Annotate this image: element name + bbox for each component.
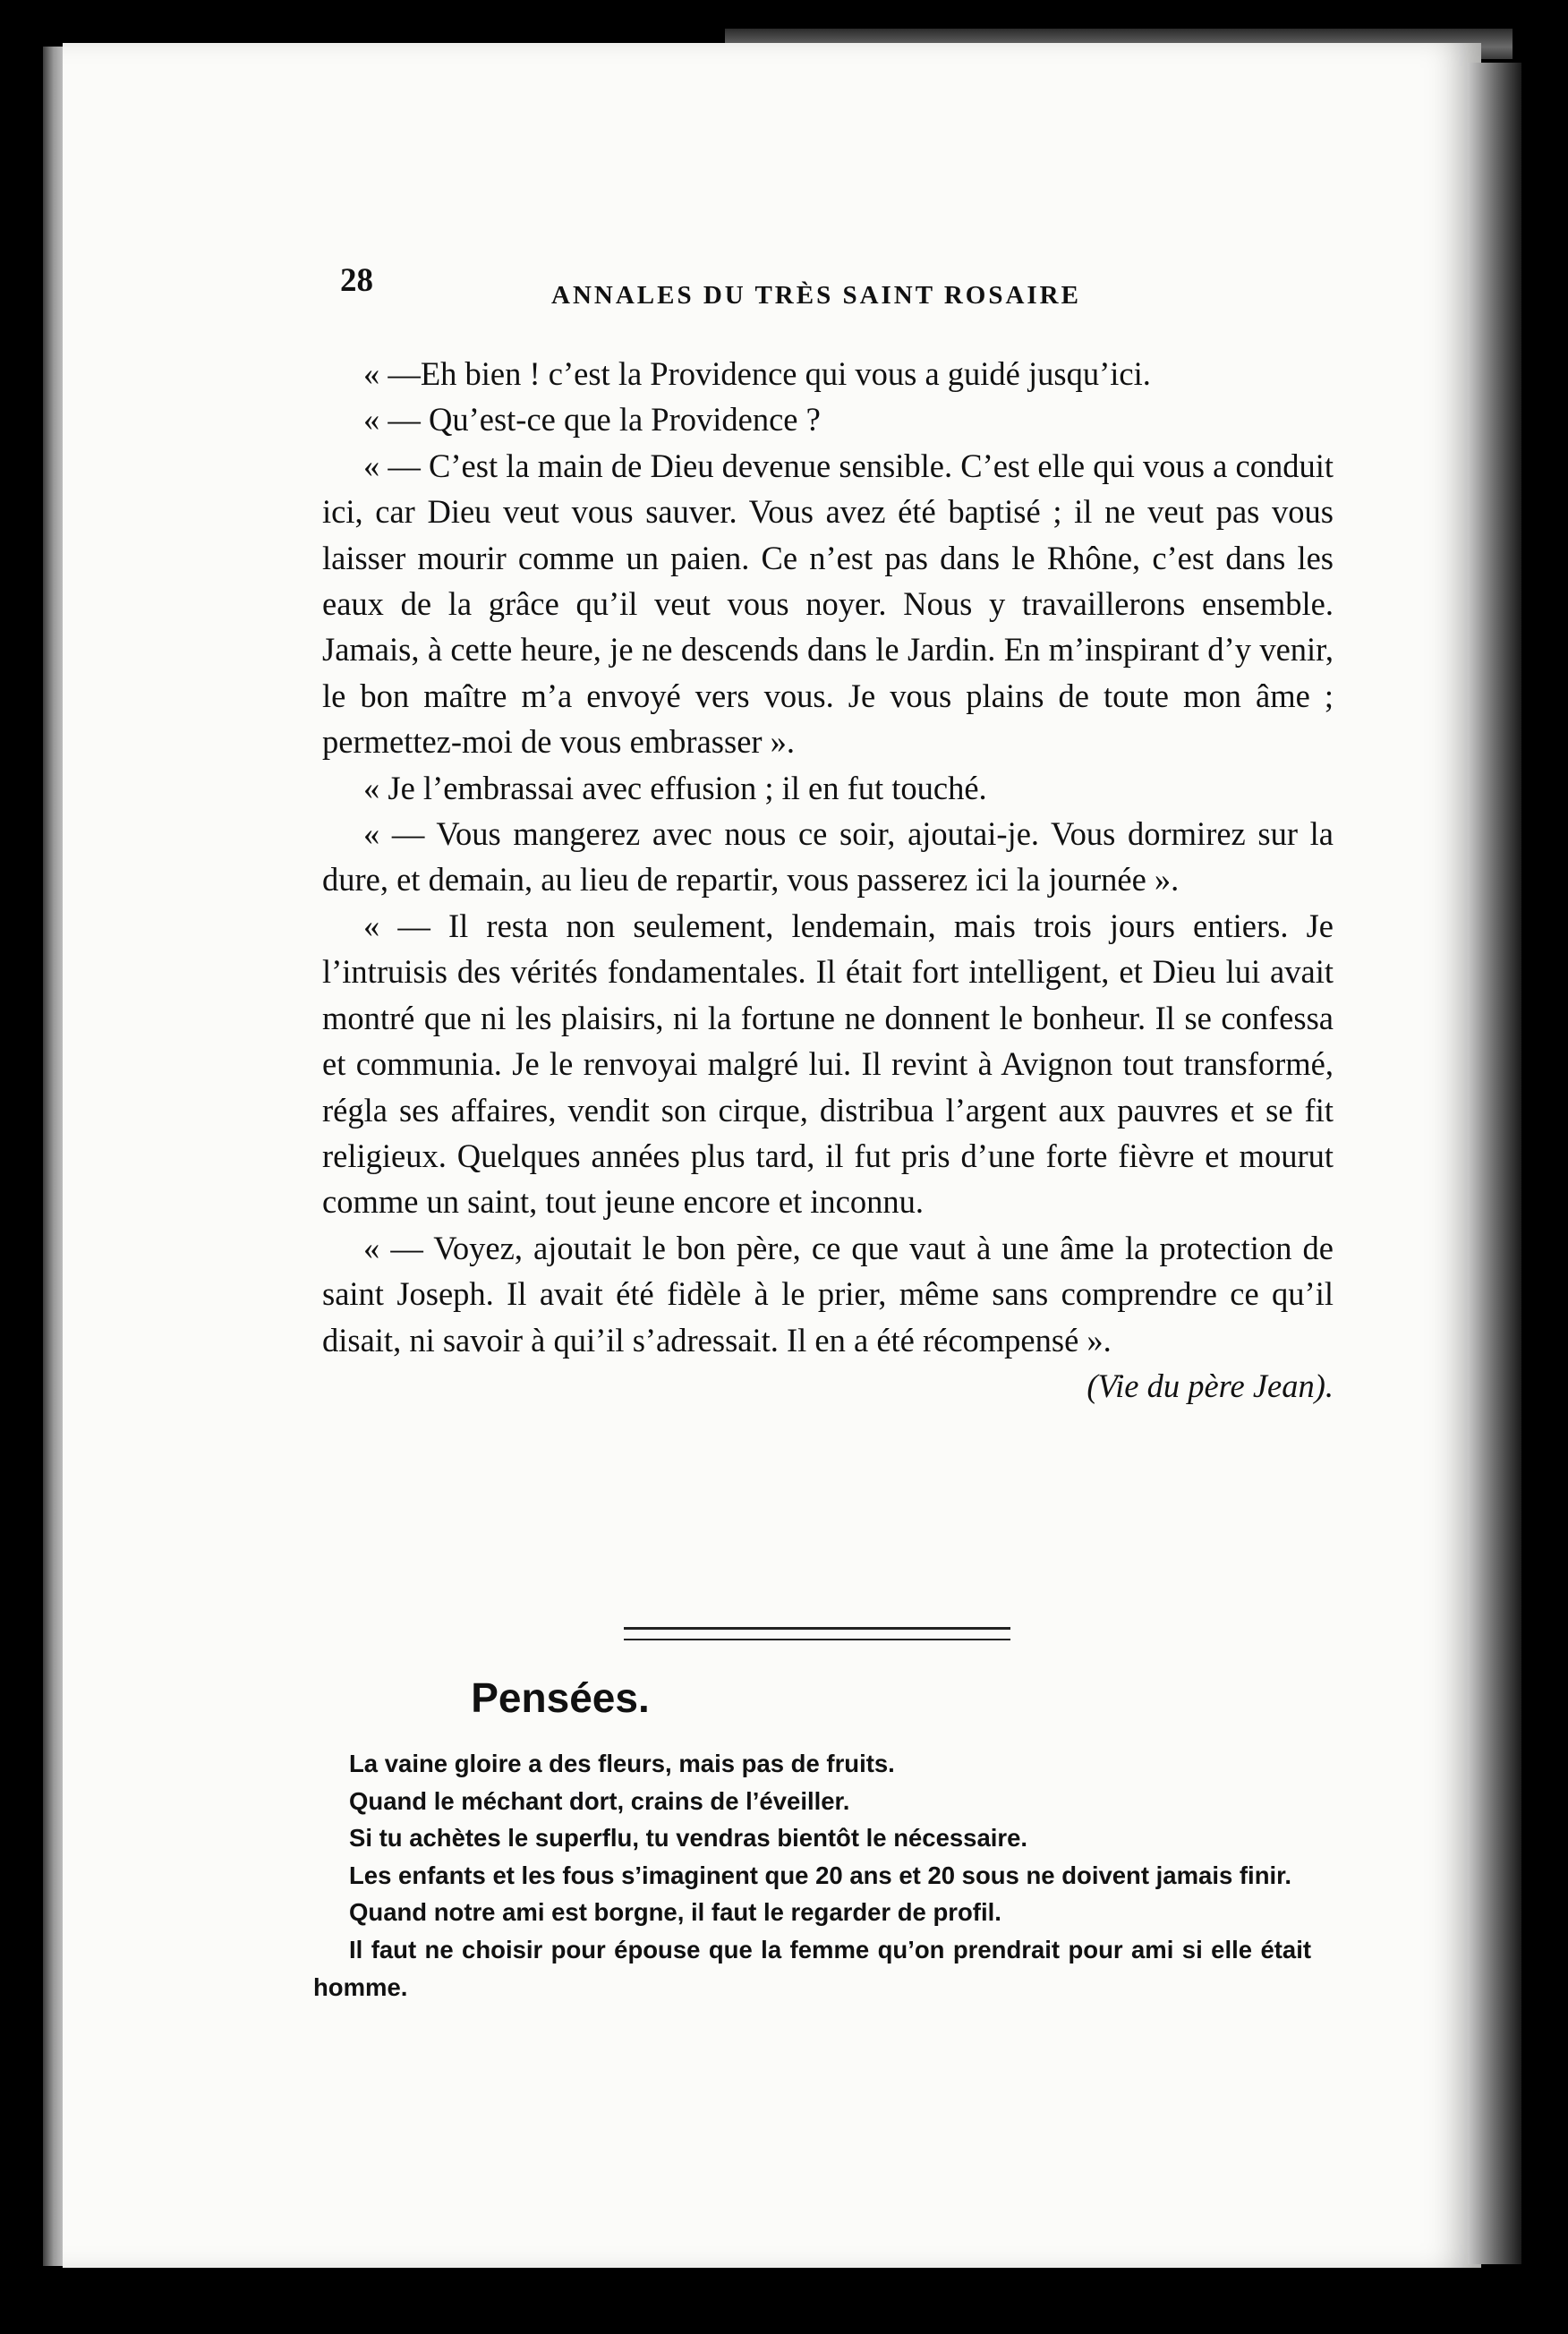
maxim: Quand le méchant dort, crains de l’éveiller. [349,1786,850,1815]
section-divider [624,1627,1010,1640]
paragraph: « — Qu’est-ce que la Providence ? [363,401,821,439]
section-title: Pensées. [471,1674,650,1721]
paragraph: « — C’est la main de Dieu devenue sensible. C’est elle qui vous a conduit ici, car Dieu veut vous sauver. Vous avez été baptisé ; il ne veut pas vous laisser mourir comme un paien. Ce n’est pas dans le Rhône, c’est dans les eaux de la grâce qu’il veut vous noyer. Nous y travaillerons ensemble. Jamais, à cette heure, je ne descends dans le Jardin. En m’inspirant d’y venir, le bon maître m’a envoyé vers vous. Je vous plains de toute mon âme ; permettez-moi de vous embrasser ». [322,447,1334,761]
maxim: La vaine gloire a des fleurs, mais pas de fruits. [349,1750,895,1777]
paragraph: « — Il resta non seulement, lendemain, mais trois jours entiers. Je l’intruisis des vérités fondamentales. Il était fort intelligent, et Dieu lui avait montré que ni les plaisirs, ni la fortune ne donnent le bonheur. Il se confessa et communia. Je le renvoyai malgré lui. Il revint à Avignon tout transformé, régla ses affaires, vendit son cirque, distribua l’argent aux pauvres et se fit religieux. Quelques années plus tard, il fut pris d’une forte fièvre et mourut comme un saint, tout jeune encore et inconnu. [322,907,1334,1221]
paragraph: « — Vous mangerez avec nous ce soir, ajoutai-je. Vous dormirez sur la dure, et demain, au lieu de repartir, vous passerez ici la journée ». [322,815,1334,899]
maxim: Il faut ne choisir pour épouse que la femme qu’on prendrait pour ami si elle était homme. [313,1935,1311,2001]
page-number: 28 [340,262,373,299]
article-body [322,351,1334,1409]
paragraph: « — Voyez, ajoutait le bon père, ce que vaut à une âme la protection de saint Joseph. Il avait été fidèle à le prier, même sans comprendre ce qu’il disait, ni savoir à qui’il s’adressait. Il en a été récompensé ». [322,1229,1334,1359]
maxim: Les enfants et les fous s’imaginent que 20 ans et 20 sous ne doivent jamais finir. [349,1861,1291,1889]
attribution: (Vie du père Jean). [1087,1367,1334,1404]
maxim: Si tu achètes le superflu, tu vendras bientôt le nécessaire. [349,1824,1028,1853]
running-title: ANNALES DU TRÈS SAINT ROSAIRE [551,281,1081,310]
attribution-line [322,1363,1334,1409]
page-header [340,261,1334,315]
paragraph: « Je l’embrassai avec effusion ; il en fut touché. [363,769,987,806]
maxims-list [313,1745,1311,2006]
paragraph: « —Eh bien ! c’est la Providence qui vous a guidé jusqu’ici. [363,355,1151,392]
gutter-shadow [1468,63,1521,2264]
maxim: Quand notre ami est borgne, il faut le regarder de profil. [349,1898,1001,1927]
